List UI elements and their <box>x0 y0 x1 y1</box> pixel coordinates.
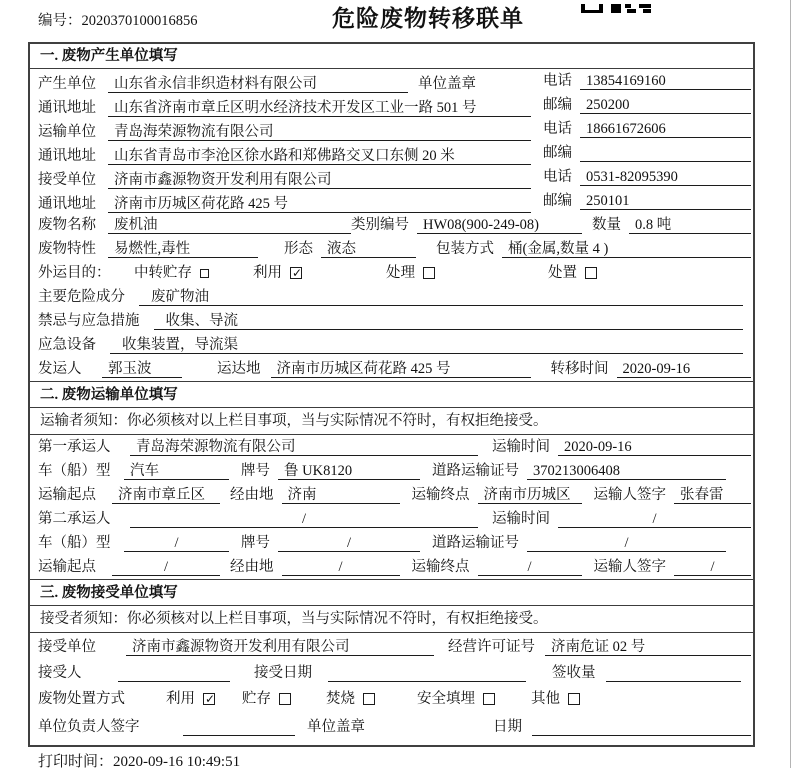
receiver-addr-label: 通讯地址 <box>38 196 96 212</box>
row-responsible-sign <box>30 711 753 745</box>
producer-zip-value: 250200 <box>580 96 751 114</box>
transporter-phone-label: 电话 <box>543 121 572 137</box>
row-route1 <box>30 483 753 507</box>
equipment-value: 收集装置，导流渠 <box>110 336 743 354</box>
purpose-option-utilize-label: 利用 <box>253 265 282 281</box>
row-hazard <box>30 285 753 309</box>
row-producer <box>30 69 753 93</box>
dispatch-label: 发运人 <box>38 361 82 377</box>
row-dispatch <box>30 357 753 381</box>
section3-header: 三. 废物接受单位填写 <box>30 579 753 606</box>
purpose-label: 外运目的： <box>38 265 111 281</box>
disposal-option-other <box>531 690 580 708</box>
route2-end-value: / <box>478 558 582 576</box>
row-waste-name <box>30 213 753 237</box>
row-receive-unit <box>30 633 753 659</box>
route1-via-label: 经由地 <box>230 487 274 503</box>
carrier1-label: 第一承运人 <box>38 439 111 455</box>
row-carrier2 <box>30 507 753 531</box>
disposal-option-incinerate-label: 焚烧 <box>326 691 355 707</box>
receiver-label: 接受单位 <box>38 172 96 188</box>
row-transporter <box>30 117 753 141</box>
transporter-value: 青岛海荣源物流有限公司 <box>108 123 531 141</box>
transporter-zip-label: 邮编 <box>543 145 572 161</box>
serial-label: 编号： <box>38 13 82 29</box>
transfer-form-table <box>28 42 755 747</box>
section1-header: 一. 废物产生单位填写 <box>30 44 753 69</box>
waste-code-value: HW08(900-249-08) <box>417 216 582 234</box>
vehicle1-label: 车（船）型 <box>38 463 111 479</box>
route2-end-label: 运输终点 <box>411 559 470 575</box>
waste-qty-value: 0.8 吨 <box>629 216 751 234</box>
receive-unit-label: 接受单位 <box>38 639 96 655</box>
transporter-addr-label: 通讯地址 <box>38 148 96 164</box>
vehicle1-license-value: 370213006408 <box>527 462 726 480</box>
row-producer-main <box>38 75 543 93</box>
dispatch-dest-label: 运达地 <box>217 361 261 377</box>
carrier1-value: 青岛海荣源物流有限公司 <box>130 438 478 456</box>
dispatch-time-label: 转移时间 <box>550 361 609 377</box>
waste-code-label: 类别编号 <box>351 217 409 233</box>
row-receiver-address <box>30 189 753 213</box>
row-route2 <box>30 555 753 579</box>
producer-phone-label: 电话 <box>543 73 572 89</box>
route2-start-label: 运输起点 <box>38 559 96 575</box>
sign-date-value <box>532 718 751 736</box>
row-equipment <box>30 333 753 357</box>
dispatch-dest-value: 济南市历城区荷花路 425 号 <box>271 360 531 378</box>
vehicle2-value: / <box>124 534 229 552</box>
sign-date-label: 日期 <box>493 719 522 735</box>
print-time-value: 2020-09-16 10:49:51 <box>113 754 241 768</box>
dispatch-value: 郭玉波 <box>102 360 182 378</box>
vehicle2-license-label: 道路运输证号 <box>432 535 519 551</box>
transporter-addr-value: 山东省青岛市李沧区徐水路和郑佛路交叉口东侧 20 米 <box>108 147 531 165</box>
receiver-phone-value: 0531-82095390 <box>580 168 751 186</box>
checkbox-unchecked-icon <box>423 267 435 279</box>
row-producer-address-main <box>38 99 543 117</box>
waste-qty-label: 数量 <box>592 217 621 233</box>
receiver-addr-value: 济南市历城区荷花路 425 号 <box>108 195 531 213</box>
carrier1-time-label: 运输时间 <box>492 439 550 455</box>
waste-pack-label: 包装方式 <box>436 241 494 257</box>
checkbox-unchecked-icon <box>363 693 375 705</box>
row-receiver-main <box>38 171 543 189</box>
transporter-phone-value: 18661672606 <box>580 120 751 138</box>
seal-label: 单位盖章 <box>418 76 476 92</box>
disposal-option-incinerate <box>326 690 417 708</box>
section3-notice: 接受者须知：你必须核对以上栏目事项，当与实际情况不符时，有权拒绝接受。 <box>30 606 753 633</box>
receiver-zip-label: 邮编 <box>543 193 572 209</box>
purpose-option-dispose-label: 处置 <box>548 265 577 281</box>
dispatch-time-value: 2020-09-16 <box>617 360 752 378</box>
responsible-sign-label: 单位负责人签字 <box>38 719 140 735</box>
purpose-option-dispose <box>548 264 597 282</box>
print-time-label: 打印时间： <box>38 754 114 768</box>
checkbox-checked-icon <box>290 267 302 279</box>
carrier2-time-label: 运输时间 <box>492 511 550 527</box>
vehicle1-plate-label: 牌号 <box>241 463 270 479</box>
unit-seal-label: 单位盖章 <box>307 719 365 735</box>
row-disposal <box>30 685 753 711</box>
producer-value: 山东省永信非织造材料有限公司 <box>108 75 408 93</box>
waste-form-value: 液态 <box>321 240 416 258</box>
disposal-option-landfill <box>417 690 531 708</box>
purpose-option-utilize <box>253 264 386 282</box>
route2-via-value: / <box>282 558 400 576</box>
page-right-edge <box>790 0 791 768</box>
carrier1-time-value: 2020-09-16 <box>558 438 751 456</box>
equipment-label: 应急设备 <box>38 337 96 353</box>
route2-sign-label: 运输人签字 <box>593 559 666 575</box>
producer-phone-value: 13854169160 <box>580 72 751 90</box>
receive-date-value <box>328 664 526 682</box>
purpose-option-transfer-label: 中转贮存 <box>134 265 192 281</box>
row-transporter-address <box>30 141 753 165</box>
route1-sign-value: 张春雷 <box>674 486 751 504</box>
disposal-label: 废物处置方式 <box>38 691 125 707</box>
waste-name-label: 废物名称 <box>38 217 96 233</box>
disposal-option-store-label: 贮存 <box>242 691 271 707</box>
row-transporter-main <box>38 123 543 141</box>
hazard-label: 主要危险成分 <box>38 289 125 305</box>
receive-license-value: 济南危证 02 号 <box>545 638 751 656</box>
checkbox-checked-icon <box>203 693 215 705</box>
checkbox-unchecked-icon <box>279 693 291 705</box>
receive-license-label: 经营许可证号 <box>448 639 535 655</box>
row-purpose <box>30 261 753 285</box>
purpose-option-treat-label: 处理 <box>386 265 415 281</box>
checkbox-unchecked-icon <box>568 693 580 705</box>
route1-start-label: 运输起点 <box>38 487 96 503</box>
receive-person-value <box>118 664 230 682</box>
transporter-label: 运输单位 <box>38 124 96 140</box>
carrier2-label: 第二承运人 <box>38 511 111 527</box>
checkbox-unchecked-icon <box>200 269 209 278</box>
vehicle1-license-label: 道路运输证号 <box>432 463 519 479</box>
vehicle2-plate-label: 牌号 <box>241 535 270 551</box>
vehicle1-value: 汽车 <box>124 462 229 480</box>
route2-sign-value: / <box>674 558 751 576</box>
vehicle2-license-value: / <box>527 534 726 552</box>
disposal-option-utilize <box>166 690 242 708</box>
receiver-phone-label: 电话 <box>543 169 572 185</box>
row-receive-person <box>30 659 753 685</box>
waste-form-label: 形态 <box>284 241 313 257</box>
carrier2-time-value: / <box>558 510 751 528</box>
checkbox-unchecked-icon <box>585 267 597 279</box>
waste-pack-value: 桶(金属,数量 4 ) <box>502 240 751 258</box>
row-taboo <box>30 309 753 333</box>
serial-number-line <box>38 9 198 30</box>
route1-sign-label: 运输人签字 <box>593 487 666 503</box>
hazard-value: 废矿物油 <box>139 288 743 306</box>
producer-addr-label: 通讯地址 <box>38 100 96 116</box>
waste-props-label: 废物特性 <box>38 241 96 257</box>
section2-notice: 运输者须知：你必须核对以上栏目事项，当与实际情况不符时，有权拒绝接受。 <box>30 408 753 435</box>
producer-addr-value: 山东省济南市章丘区明水经济技术开发区工业一路 501 号 <box>108 99 531 117</box>
disposal-option-landfill-label: 安全填埋 <box>417 691 475 707</box>
route2-start-value: / <box>112 558 220 576</box>
route1-end-value: 济南市历城区 <box>478 486 582 504</box>
waste-props-value: 易燃性,毒性 <box>108 240 258 258</box>
row-transporter-address-main <box>38 147 543 165</box>
qr-code-fragment-icon <box>581 0 651 9</box>
section2-header: 二. 废物运输单位填写 <box>30 381 753 408</box>
serial-value: 2020370100016856 <box>81 13 198 29</box>
taboo-label: 禁忌与应急措施 <box>38 313 140 329</box>
route1-via-value: 济南 <box>282 486 400 504</box>
purpose-option-treat <box>386 264 548 282</box>
purpose-option-transfer <box>134 264 253 282</box>
receive-qty-value <box>606 664 742 682</box>
carrier2-value: / <box>130 510 478 528</box>
receive-person-label: 接受人 <box>38 665 82 681</box>
receiver-value: 济南市鑫源物资开发利用有限公司 <box>108 171 531 189</box>
route1-end-label: 运输终点 <box>411 487 470 503</box>
producer-zip-label: 邮编 <box>543 97 572 113</box>
producer-label: 产生单位 <box>38 76 96 92</box>
vehicle2-plate-value: / <box>278 534 420 552</box>
transporter-zip-value <box>580 144 751 162</box>
route1-start-value: 济南市章丘区 <box>112 486 220 504</box>
print-time-line <box>38 750 240 768</box>
taboo-value: 收集、导流 <box>154 312 744 330</box>
receive-qty-label: 签收量 <box>552 665 596 681</box>
disposal-option-other-label: 其他 <box>531 691 560 707</box>
checkbox-unchecked-icon <box>483 693 495 705</box>
receiver-zip-value: 250101 <box>580 192 751 210</box>
receive-unit-value: 济南市鑫源物资开发利用有限公司 <box>126 638 434 656</box>
vehicle2-label: 车（船）型 <box>38 535 111 551</box>
route2-via-label: 经由地 <box>230 559 274 575</box>
disposal-option-store <box>242 690 326 708</box>
vehicle1-plate-value: 鲁 UK8120 <box>278 462 420 480</box>
waste-name-value: 废机油 <box>108 216 351 234</box>
row-receiver <box>30 165 753 189</box>
row-receiver-address-main <box>38 195 543 213</box>
disposal-option-utilize-label: 利用 <box>166 691 195 707</box>
row-carrier1 <box>30 435 753 459</box>
row-waste-props <box>30 237 753 261</box>
row-vehicle2 <box>30 531 753 555</box>
responsible-sign-value <box>183 718 295 736</box>
row-vehicle1 <box>30 459 753 483</box>
row-producer-address <box>30 93 753 117</box>
page-title: 危险废物转移联单 <box>332 6 524 31</box>
receive-date-label: 接受日期 <box>254 665 312 681</box>
